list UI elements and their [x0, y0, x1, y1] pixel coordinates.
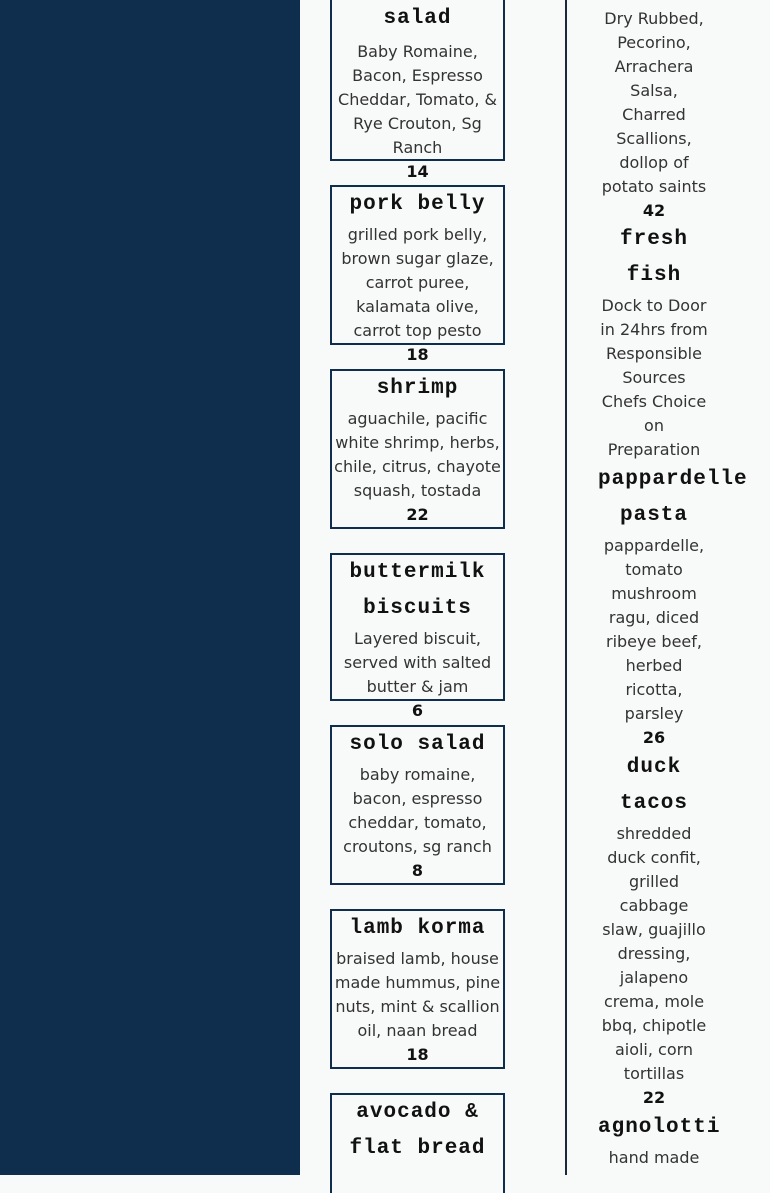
menu-item-card [330, 1093, 505, 1193]
menu-item [598, 462, 748, 750]
menu-item-description: shredded duck confit, grilled cabbage slaw, guajillo dressing, jalapeno crema, mole bbq, chipotle aioli, corn tortillas [601, 824, 707, 1083]
menu-item-card [330, 369, 505, 529]
menu-item-title: lamb korma [349, 917, 486, 940]
menu-item-title: duck tacos [619, 756, 688, 815]
menu-item-price: 22 [406, 505, 429, 524]
menu-item-price: 26 [642, 728, 666, 747]
sidebar-panel [0, 0, 300, 1175]
menu-item-price: 18 [406, 1045, 429, 1064]
menu-item [598, 222, 710, 462]
menu-item-card [330, 0, 505, 181]
menu-item-card [330, 725, 505, 885]
menu-item-title: salad [383, 7, 452, 30]
menu-item-title: shrimp [376, 377, 459, 400]
menu-item-price: 42 [642, 201, 666, 220]
menu-item-description: Layered biscuit, served with salted butter & jam [343, 629, 492, 696]
menu-item-description: Dock to Door in 24hrs from Responsible Sources Chefs Choice on Preparation [600, 296, 708, 459]
menu-item-title: buttermilk biscuits [349, 561, 486, 620]
menu-item-card [330, 909, 505, 1069]
menu-item-title: pork belly [349, 193, 486, 216]
menu-item-card [330, 185, 505, 364]
menu-item-price: 22 [642, 1088, 666, 1107]
menu-item-title: fresh fish [619, 228, 688, 287]
menu-item [598, 750, 710, 1110]
menu-item-title: pappardelle pasta [598, 468, 748, 527]
menu-item-price: 6 [411, 701, 424, 720]
menu-item-description: hand made [608, 1148, 700, 1167]
menu-item-title: avocado & flat bread [349, 1101, 486, 1160]
menu-item-description: grilled pork belly, brown sugar glaze, carrot puree, kalamata olive, carrot top pesto [341, 225, 494, 340]
menu-item [598, 1110, 738, 1170]
menu-item-title: agnolotti [598, 1116, 721, 1139]
menu-item-title: solo salad [349, 733, 486, 756]
column-divider [565, 0, 567, 1175]
menu-item-description: pappardelle, tomato mushroom ragu, diced ribeye beef, herbed ricotta, parsley [603, 536, 705, 723]
menu-item-description: braised lamb, house made hummus, pine nuts, mint & scallion oil, naan bread [334, 949, 501, 1040]
menu-item-description: Dry Rubbed, Pecorino, Arrachera Salsa, Charred Scallions, dollop of potato saints [601, 9, 707, 196]
menu-item-description: baby romaine, bacon, espresso cheddar, tomato, croutons, sg ranch [343, 765, 492, 856]
menu-item-description: aguachile, pacific white shrimp, herbs, chile, citrus, chayote squash, tostada [334, 409, 501, 500]
menu-item-description: Baby Romaine, Bacon, Espresso Cheddar, Tomato, & Rye Crouton, Sg Ranch [338, 42, 497, 157]
menu-item-price: 8 [411, 861, 424, 880]
menu-item-card [330, 553, 505, 720]
menu-item-price: 14 [406, 162, 429, 181]
menu-item-price: 18 [406, 345, 429, 364]
menu-item [598, 7, 710, 223]
